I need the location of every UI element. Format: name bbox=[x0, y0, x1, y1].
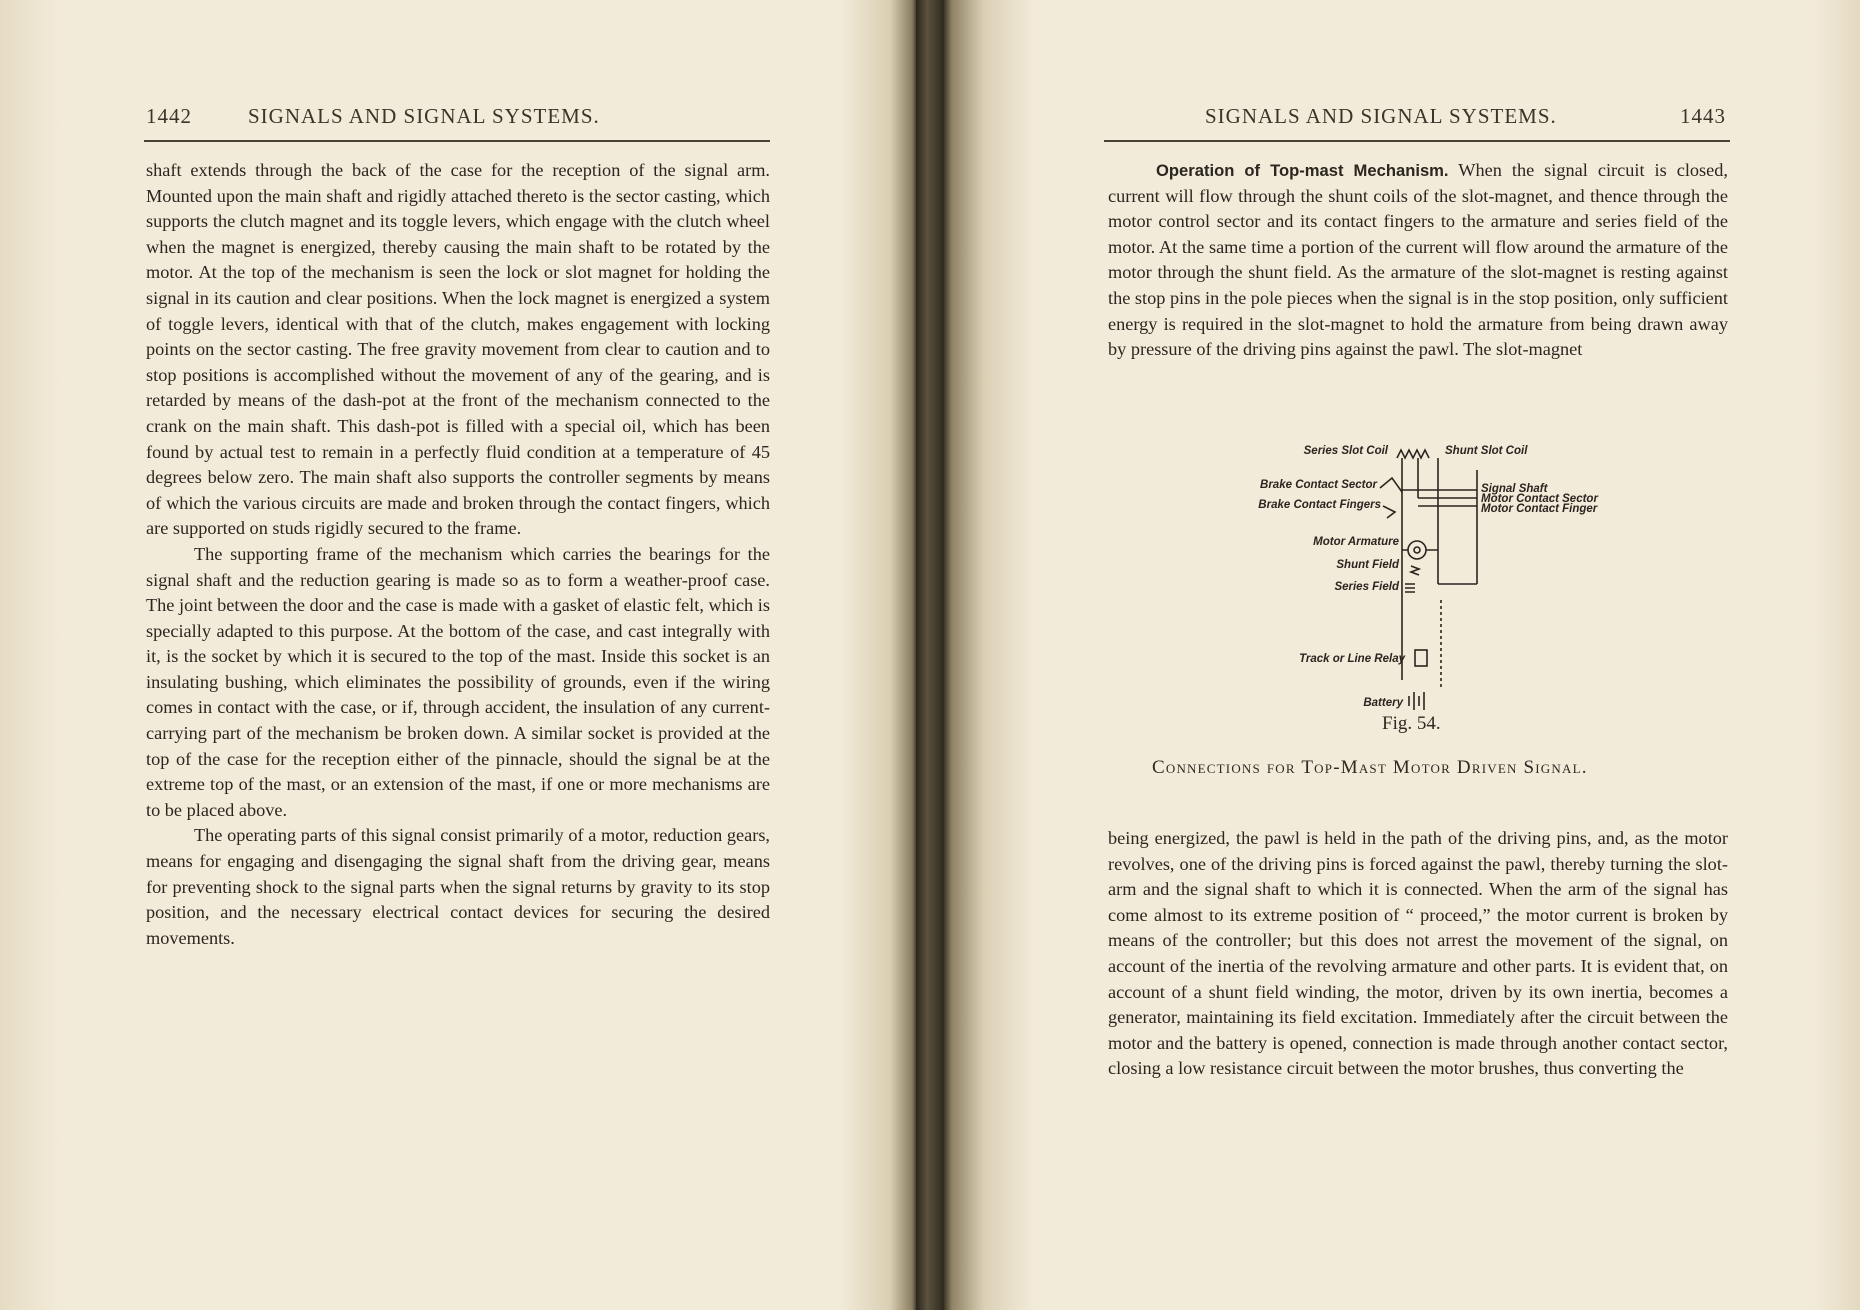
right-paragraph-top: When the signal circuit is closed, current will flow through the shunt coils of the slot-magnet, and thence through the motor control sector and its contact fingers to the armature and series field of the motor. At the same time a portion of the current will flow around the armature of the motor through the shunt field. As the armature of the slot-magnet is resting against the stop pins in the pole pieces when the signal is in the stop position, only sufficient energy is required in the slot-magnet to hold the armature from being drawn away by pressure of the driving pins against the pawl. The slot-magnet bbox=[1108, 160, 1728, 360]
left-paragraph-2: The supporting frame of the mechanism which carries the bearings for the signal shaft and the reduction gearing is made so as to form a weather-proof case. The joint between the door and the case is made with a gasket of elastic felt, which is specially adapted to this purpose. At the bottom of the case, and cast integrally with it, is the socket by which it is secured to the top of the mast. Inside this socket is an insulating bushing, which eliminates the possibility of grounds, even if the wiring comes in contact with the case, or if, through accident, the insulation of any current-carrying part of the mechanism be broken down. A similar socket is provided at the top of the case for the reception either of the pinnacle, should the signal be at the extreme top of the mast, or an extension of the mast, if one or more mechanisms are to be placed above. bbox=[146, 543, 770, 820]
left-header-rule bbox=[144, 140, 770, 142]
label-track-line-relay: Track or Line Relay bbox=[1299, 653, 1405, 665]
label-series-field: Series Field bbox=[1334, 581, 1399, 593]
motor-armature-symbol bbox=[1408, 541, 1426, 559]
label-brake-contact-sector: Brake Contact Sector bbox=[1260, 479, 1377, 491]
battery-cells bbox=[1409, 692, 1424, 710]
label-motor-contact-finger: Motor Contact Finger bbox=[1481, 503, 1598, 515]
right-running-head: SIGNALS AND SIGNAL SYSTEMS. bbox=[1205, 104, 1557, 128]
figure-number: Fig. 54. bbox=[1382, 713, 1441, 734]
label-motor-contact-sector: Motor Contact Sector bbox=[1481, 493, 1598, 505]
label-battery: Battery bbox=[1363, 697, 1403, 709]
left-page bbox=[0, 0, 916, 1310]
left-running-head: SIGNALS AND SIGNAL SYSTEMS. bbox=[248, 104, 600, 128]
label-signal-shaft: Signal Shaft bbox=[1481, 483, 1548, 495]
series-field-coil bbox=[1405, 584, 1415, 592]
left-body-text bbox=[146, 158, 770, 951]
right-body-text-top bbox=[1108, 158, 1728, 363]
armature-hub bbox=[1414, 547, 1420, 553]
brake-fingers bbox=[1383, 506, 1395, 518]
wiring-diagram bbox=[1205, 440, 1645, 720]
right-header-rule bbox=[1104, 140, 1730, 142]
slot-coil-winding bbox=[1397, 450, 1429, 458]
label-series-slot-coil: Series Slot Coil bbox=[1303, 445, 1388, 457]
label-shunt-field: Shunt Field bbox=[1336, 559, 1399, 571]
right-paragraph-bottom: being energized, the pawl is held in the path of the driving pins, and, as the motor revolves, one of the driving pins is forced against the pawl, thereby turning the slot-arm and the signal shaft to which it is connected. When the arm of the signal has come almost to its extreme position of “ proceed,” the motor current is broken by means of the controller; but this does not arrest the movement of the signal, on account of the inertia of the revolving armature and other parts. It is evident that, on account of a shunt field winding, the motor, driven by its own inertia, becomes a generator, maintaining its field excitation. Immediately after the circuit between the motor and the battery is opened, connection is made through another contact sector, closing a low resistance circuit between the motor brushes, thus converting the bbox=[1108, 828, 1728, 1079]
diagram-wiring bbox=[1380, 450, 1477, 710]
figure-caption: Connections for Top-Mast Motor Driven Signal. bbox=[1152, 757, 1588, 778]
label-motor-armature: Motor Armature bbox=[1313, 536, 1399, 548]
right-page-number: 1443 bbox=[1680, 104, 1726, 128]
label-brake-contact-fingers: Brake Contact Fingers bbox=[1258, 499, 1381, 511]
left-page-number: 1442 bbox=[146, 104, 192, 128]
book-gutter bbox=[916, 0, 944, 1310]
shunt-field-coil bbox=[1411, 566, 1419, 575]
relay-box bbox=[1415, 650, 1427, 666]
right-body-text-bottom bbox=[1108, 826, 1728, 1082]
section-heading: Operation of Top-mast Mechanism. bbox=[1156, 161, 1449, 180]
brake-sector-arm bbox=[1380, 478, 1402, 492]
left-paragraph-3: The operating parts of this signal consist primarily of a motor, reduction gears, means for engaging and disengaging the signal shaft from the driving gear, means for preventing shock to the signal parts when the signal returns by gravity to its stop position, and the necessary electrical contact devices for securing the desired movements. bbox=[146, 825, 770, 948]
label-shunt-slot-coil: Shunt Slot Coil bbox=[1445, 445, 1528, 457]
left-paragraph-1: shaft extends through the back of the case for the reception of the signal arm. Mounted upon the main shaft and rigidly attached thereto is the sector casting, which supports the clutch magnet and its toggle levers, which engage with the clutch wheel when the magnet is energized, thereby causing the main shaft to be rotated by the motor. At the top of the mechanism is seen the lock or slot magnet for holding the signal in its caution and clear positions. When the lock magnet is energized a system of toggle levers, identical with that of the clutch, makes engagement with locking points on the sector casting. The free gravity movement from clear to caution and to stop positions is accomplished without the movement of any of the gearing, and is retarded by means of the dash-pot at the front of the mechanism connected to the crank on the main shaft. This dash-pot is filled with a special oil, which has been found by actual test to remain in a perfectly fluid condition at a temperature of 45 degrees below zero. The main shaft also supports the controller segments by means of which the various circuits are made and broken through the contact fingers, which are supported on studs rigidly secured to the frame. bbox=[146, 160, 770, 539]
